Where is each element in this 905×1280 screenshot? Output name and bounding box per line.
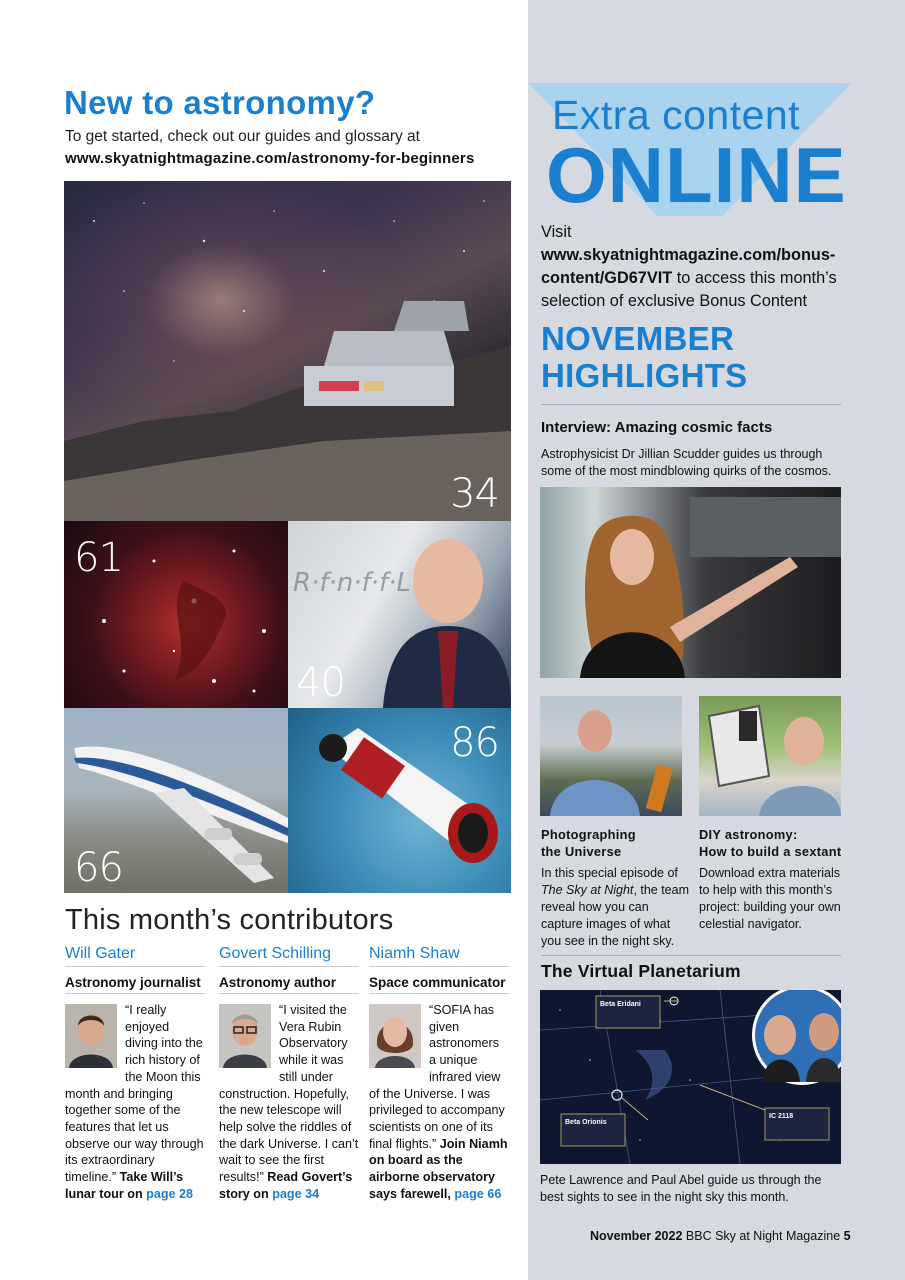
nebula-photo <box>64 521 288 708</box>
beginners-intro: To get started, check out our guides and glossary at <box>65 128 420 145</box>
contributor-lead: Join Niamh on board as the airborne observatory says farewell, <box>369 1136 508 1201</box>
sofia-plane-photo <box>64 708 288 893</box>
contributor-name: Govert Schilling <box>219 945 359 967</box>
observatory-photo <box>64 181 511 521</box>
sextant-user-shape <box>699 696 841 816</box>
contributor-blurb <box>65 1002 205 1202</box>
footer-page-number: 5 <box>843 1229 851 1243</box>
extra-content-heading: Extra content <box>552 92 801 138</box>
photo-page-number-40: 40 <box>296 660 345 706</box>
photographing-description: In this special episode of The Sky at Night, the team reveal how you can capture images of what you see in the night sky. <box>541 866 689 948</box>
contributor-page-link[interactable]: page 66 <box>454 1186 502 1201</box>
virtual-planetarium-thumbnail[interactable] <box>540 990 841 1164</box>
beginners-heading: New to astronomy? <box>64 84 376 121</box>
govert-schilling-portrait <box>219 1004 271 1068</box>
contributors-heading: This month’s contributors <box>65 904 394 936</box>
visit-bonus-content <box>541 221 841 313</box>
footer-issue-date: November 2022 <box>590 1229 683 1243</box>
photographing-title[interactable]: Photographing the Universe <box>541 827 636 859</box>
contributor-lead: Read Govert’s story on <box>219 1170 353 1201</box>
svg-text:R·f·n·f·f·L: R·f·n·f·f·L <box>293 568 411 598</box>
divider <box>541 404 841 405</box>
label-ic-2118: IC 2118 <box>769 1113 794 1120</box>
virtual-planetarium-description: Pete Lawrence and Paul Abel guide us through the best sights to see in the night sky this month. <box>540 1173 822 1204</box>
photo-page-number-34: 34 <box>450 471 499 517</box>
visit-prefix: Visit <box>541 223 572 241</box>
star-chart <box>540 990 841 1164</box>
contributor-quote: “I really enjoyed diving into the rich history of the Moon this month and bringing together some of the features that let us observe our way through its extraordinary timeline.” <box>65 1003 204 1185</box>
diy-title[interactable]: DIY astronomy: How to build a sextant <box>699 827 842 859</box>
telescope-photo <box>288 708 511 893</box>
interview-video-thumbnail[interactable] <box>540 487 841 678</box>
photo-page-number-66: 66 <box>74 845 123 891</box>
contributor-role: Space communicator <box>369 967 509 994</box>
presenters-inset <box>752 990 841 1085</box>
beginners-url-link[interactable]: www.skyatnightmagazine.com/astronomy-for-beginners <box>65 150 475 167</box>
interview-description: Astrophysicist Dr Jillian Scudder guides us through some of the most mindblowing quirks of the cosmos. <box>541 447 832 478</box>
contributor-name: Will Gater <box>65 945 205 967</box>
contributor-page-link[interactable]: page 34 <box>272 1186 320 1201</box>
diy-description: Download extra materials to help with this month’s project: building your own celestial navigator. <box>699 866 841 931</box>
niamh-shaw-portrait <box>369 1004 421 1068</box>
diy-sextant-thumbnail[interactable] <box>699 696 841 816</box>
online-heading: ONLINE <box>546 131 847 219</box>
scientist-photo <box>288 521 511 708</box>
contributor-will-gater <box>65 945 205 1202</box>
page-footer <box>590 1229 851 1243</box>
presenter-shape <box>540 487 841 678</box>
virtual-planetarium-title[interactable]: The Virtual Planetarium <box>541 961 741 981</box>
telescope-dome <box>304 301 469 406</box>
contributor-quote: “SOFIA has given astronomers a unique infrared view of the Universe. I was privileged to accompany scientists on one of its final flights.” <box>369 1003 505 1151</box>
photo-page-number-86: 86 <box>450 720 499 766</box>
visit-suffix: to access this month’s selection of exclusive Bonus Content <box>541 269 837 310</box>
contributor-blurb <box>219 1002 359 1202</box>
contributor-govert-schilling <box>219 945 359 1202</box>
contributor-niamh-shaw <box>369 945 509 1202</box>
contributor-lead: Take Will’s lunar tour on <box>65 1170 184 1201</box>
label-beta-eridani: Beta Eridani <box>600 1001 641 1008</box>
will-gater-portrait <box>65 1004 117 1068</box>
november-highlights-heading: NOVEMBER HIGHLIGHTS <box>541 320 748 394</box>
divider <box>541 955 841 956</box>
contributor-quote: “I visited the Vera Rubin Observatory while it was still under construction. Hopefully, the new telescope will help solve the riddles of the dark Universe. I can’t wait to see the first results!” <box>219 1003 359 1185</box>
contributor-role: Astronomy journalist <box>65 967 205 994</box>
contributor-blurb <box>369 1002 509 1202</box>
photographing-universe-thumbnail[interactable] <box>540 696 682 816</box>
milky-way-stars <box>64 181 511 521</box>
footer-magazine-name: BBC Sky at Night Magazine <box>685 1229 841 1243</box>
label-beta-orionis: Beta Orionis <box>565 1119 607 1126</box>
bonus-content-url-link[interactable]: www.skyatnightmagazine.com/bonus-content/GD67VIT <box>541 246 836 287</box>
photo-page-number-61: 61 <box>74 535 123 581</box>
interview-title[interactable]: Interview: Amazing cosmic facts <box>541 419 773 436</box>
photographer-shape <box>540 696 682 816</box>
contributor-role: Astronomy author <box>219 967 359 994</box>
contributor-name: Niamh Shaw <box>369 945 509 967</box>
contributor-page-link[interactable]: page 28 <box>146 1186 194 1201</box>
